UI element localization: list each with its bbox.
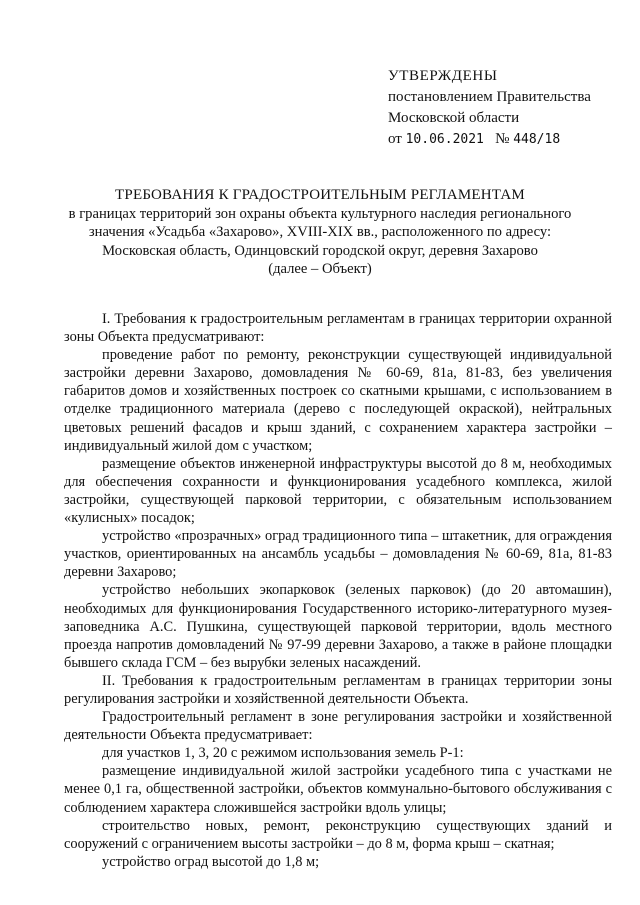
- approval-line-2: Московской области: [388, 110, 520, 126]
- document-body: [64, 310, 612, 871]
- approval-date-line: [388, 129, 628, 150]
- paragraph: устройство оград высотой до 1,8 м;: [102, 853, 320, 870]
- title-line-2: значения «Усадьба «Захарово», XVIII-XIX вв., расположенного по адресу:: [88, 224, 552, 241]
- paragraph: I. Требования к градостроительным регламентам в границах территории охранной зоны Объекта предусматривают:: [64, 311, 612, 346]
- approval-number: 448/18: [513, 132, 561, 147]
- paragraph: устройство небольших экопарковок (зеленых парковок) (до 20 автомашин), необходимых для функционирования Государственного историко-литературного музея-заповедника А.С. Пушкина, существующей парковой территории, вдоль местного проезда напротив домовладений № 97-99 деревни Захарово, а также в районе площадки бывшего склада ГСМ – без вырубки зеленых насаждений.: [64, 582, 612, 671]
- approval-date: 10.06.2021: [405, 132, 484, 147]
- title-line-1: в границах территорий зон охраны объекта культурного наследия регионального: [68, 205, 572, 222]
- paragraph: размещение индивидуальной жилой застройки усадебного типа с участками не менее 0,1 га, общественной застройки, объектов коммунально-бытового обслуживания с соблюдением характера сложившейся застройки вдоль улицы;: [64, 763, 612, 816]
- paragraph: проведение работ по ремонту, реконструкции существующей индивидуальной застройки деревни Захарово, домовладения № 60-69, 81а, 81-83, без увеличения габаритов домов и хозяйственных построек со скатными крышами, с использованием в отделке традиционного материала (дерево с последующей окраской), нейтральных цветовых решений фасадов и крыш зданий, с сохранением характера застройки – индивидуальный жилой дом с участком;: [64, 347, 612, 454]
- paragraph: устройство «прозрачных» оград традиционного типа – штакетник, для ограждения участков, ориентированных на ансамбль усадьбы – домовладения № 60-69, 81а, 81-83 деревни Захарово;: [64, 528, 612, 581]
- paragraph: размещение объектов инженерной инфраструктуры высотой до 8 м, необходимых для обеспечения сохранности и функционирования усадебного комплекса, жилой застройки, существующей парковой территории, с обязательным использованием «кулисных» посадок;: [64, 455, 612, 527]
- title-line-4: (далее – Объект): [268, 261, 372, 278]
- approval-line-1: постановлением Правительства: [388, 89, 591, 105]
- date-prefix: от: [388, 131, 402, 147]
- paragraph: для участков 1, 3, 20 с режимом использования земель Р-1:: [102, 745, 464, 762]
- number-prefix: №: [495, 131, 510, 147]
- title-line-3: Московская область, Одинцовский городской округ, деревня Захарово: [102, 242, 538, 259]
- title-main: ТРЕБОВАНИЯ К ГРАДОСТРОИТЕЛЬНЫМ РЕГЛАМЕНТАМ: [115, 187, 525, 203]
- approval-heading: УТВЕРЖДЕНЫ: [388, 68, 498, 84]
- paragraph: Градостроительный регламент в зоне регулирования застройки и хозяйственной деятельности Объекта предусматривает:: [64, 709, 612, 744]
- approval-block: [388, 66, 628, 150]
- document-title: [55, 186, 585, 279]
- paragraph: II. Требования к градостроительным регламентам в границах территории зоны регулирования застройки и хозяйственной деятельности Объекта.: [64, 672, 612, 707]
- paragraph: строительство новых, ремонт, реконструкцию существующих зданий и сооружений с ограничением высоты застройки – до 8 м, форма крыш – скатная;: [64, 817, 612, 852]
